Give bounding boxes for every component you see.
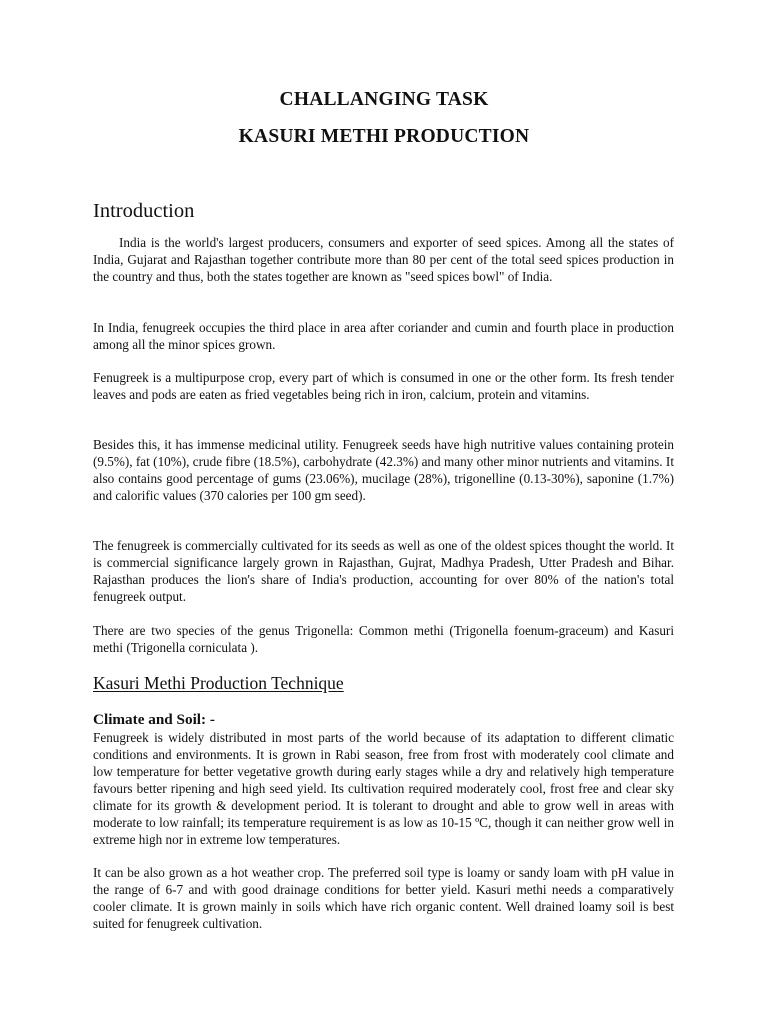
document-subtitle: KASURI METHI PRODUCTION <box>238 126 530 147</box>
production-technique-heading: Kasuri Methi Production Technique <box>93 673 344 693</box>
intro-paragraph: India is the world's largest producers, consumers and exporter of seed spices. Among all the states of India, Gujarat and Rajasthan together contribute more than 80 per cent of the total seed spices production in the country and thus, both the states together are known as "seed spices bowl" of India. <box>93 235 674 284</box>
intro-paragraph: The fenugreek is commercially cultivated for its seeds as well as one of the oldest spices thought the world. It is commercial significance largely grown in Rajasthan, Gujrat, Madhya Pradesh, Utter Pradesh and Bihar. Rajasthan produces the lion's share of India's production, accounting for over 80% of the nation's total fenugreek output. <box>93 538 674 604</box>
climate-paragraph: Fenugreek is widely distributed in most parts of the world because of its adaptation to different climatic conditions and environments. It is grown in Rabi season, free from frost with moderately cool climate and low temperature for better vegetative growth during early stages while a dry and relatively high temperature favours better ripening and high seed yield. Its cultivation required moderately cool, frost free and clear sky climate for its growth & development period. It is tolerant to drought and able to grow well in areas with moderate to low rainfall; its temperature requirement is as low as 10-15 ºC, though it can neither grow well in extreme high nor in extreme low temperatures. <box>93 730 674 847</box>
introduction-heading: Introduction <box>93 200 195 222</box>
document-title: CHALLANGING TASK <box>279 89 489 110</box>
intro-paragraph: Fenugreek is a multipurpose crop, every part of which is consumed in one or the other form. Its fresh tender leaves and pods are eaten as fried vegetables being rich in iron, calcium, protein and vitamins. <box>93 370 674 402</box>
soil-paragraph: It can be also grown as a hot weather crop. The preferred soil type is loamy or sandy loam with pH value in the range of 6-7 and with good drainage conditions for better yield. Kasuri methi needs a comparatively cooler climate. It is grown mainly in soils which have rich organic content. Well drained loamy soil is best suited for fenugreek cultivation. <box>93 865 674 931</box>
climate-soil-heading: Climate and Soil: - <box>93 711 215 728</box>
intro-paragraph: Besides this, it has immense medicinal utility. Fenugreek seeds have high nutritive values containing protein (9.5%), fat (10%), crude fibre (18.5%), carbohydrate (42.3%) and many other minor nutrients and vitamins. It also contains good percentage of gums (23.06%), mucilage (28%), trigonelline (0.13-30%), saponine (1.7%) and calorific values (370 calories per 100 gm seed). <box>93 437 674 503</box>
intro-paragraph: In India, fenugreek occupies the third place in area after coriander and cumin and fourth place in production among all the minor spices grown. <box>93 320 674 352</box>
intro-paragraph: There are two species of the genus Trigonella: Common methi (Trigonella foenum-graceum) and Kasuri methi (Trigonella corniculata ). <box>93 623 674 655</box>
